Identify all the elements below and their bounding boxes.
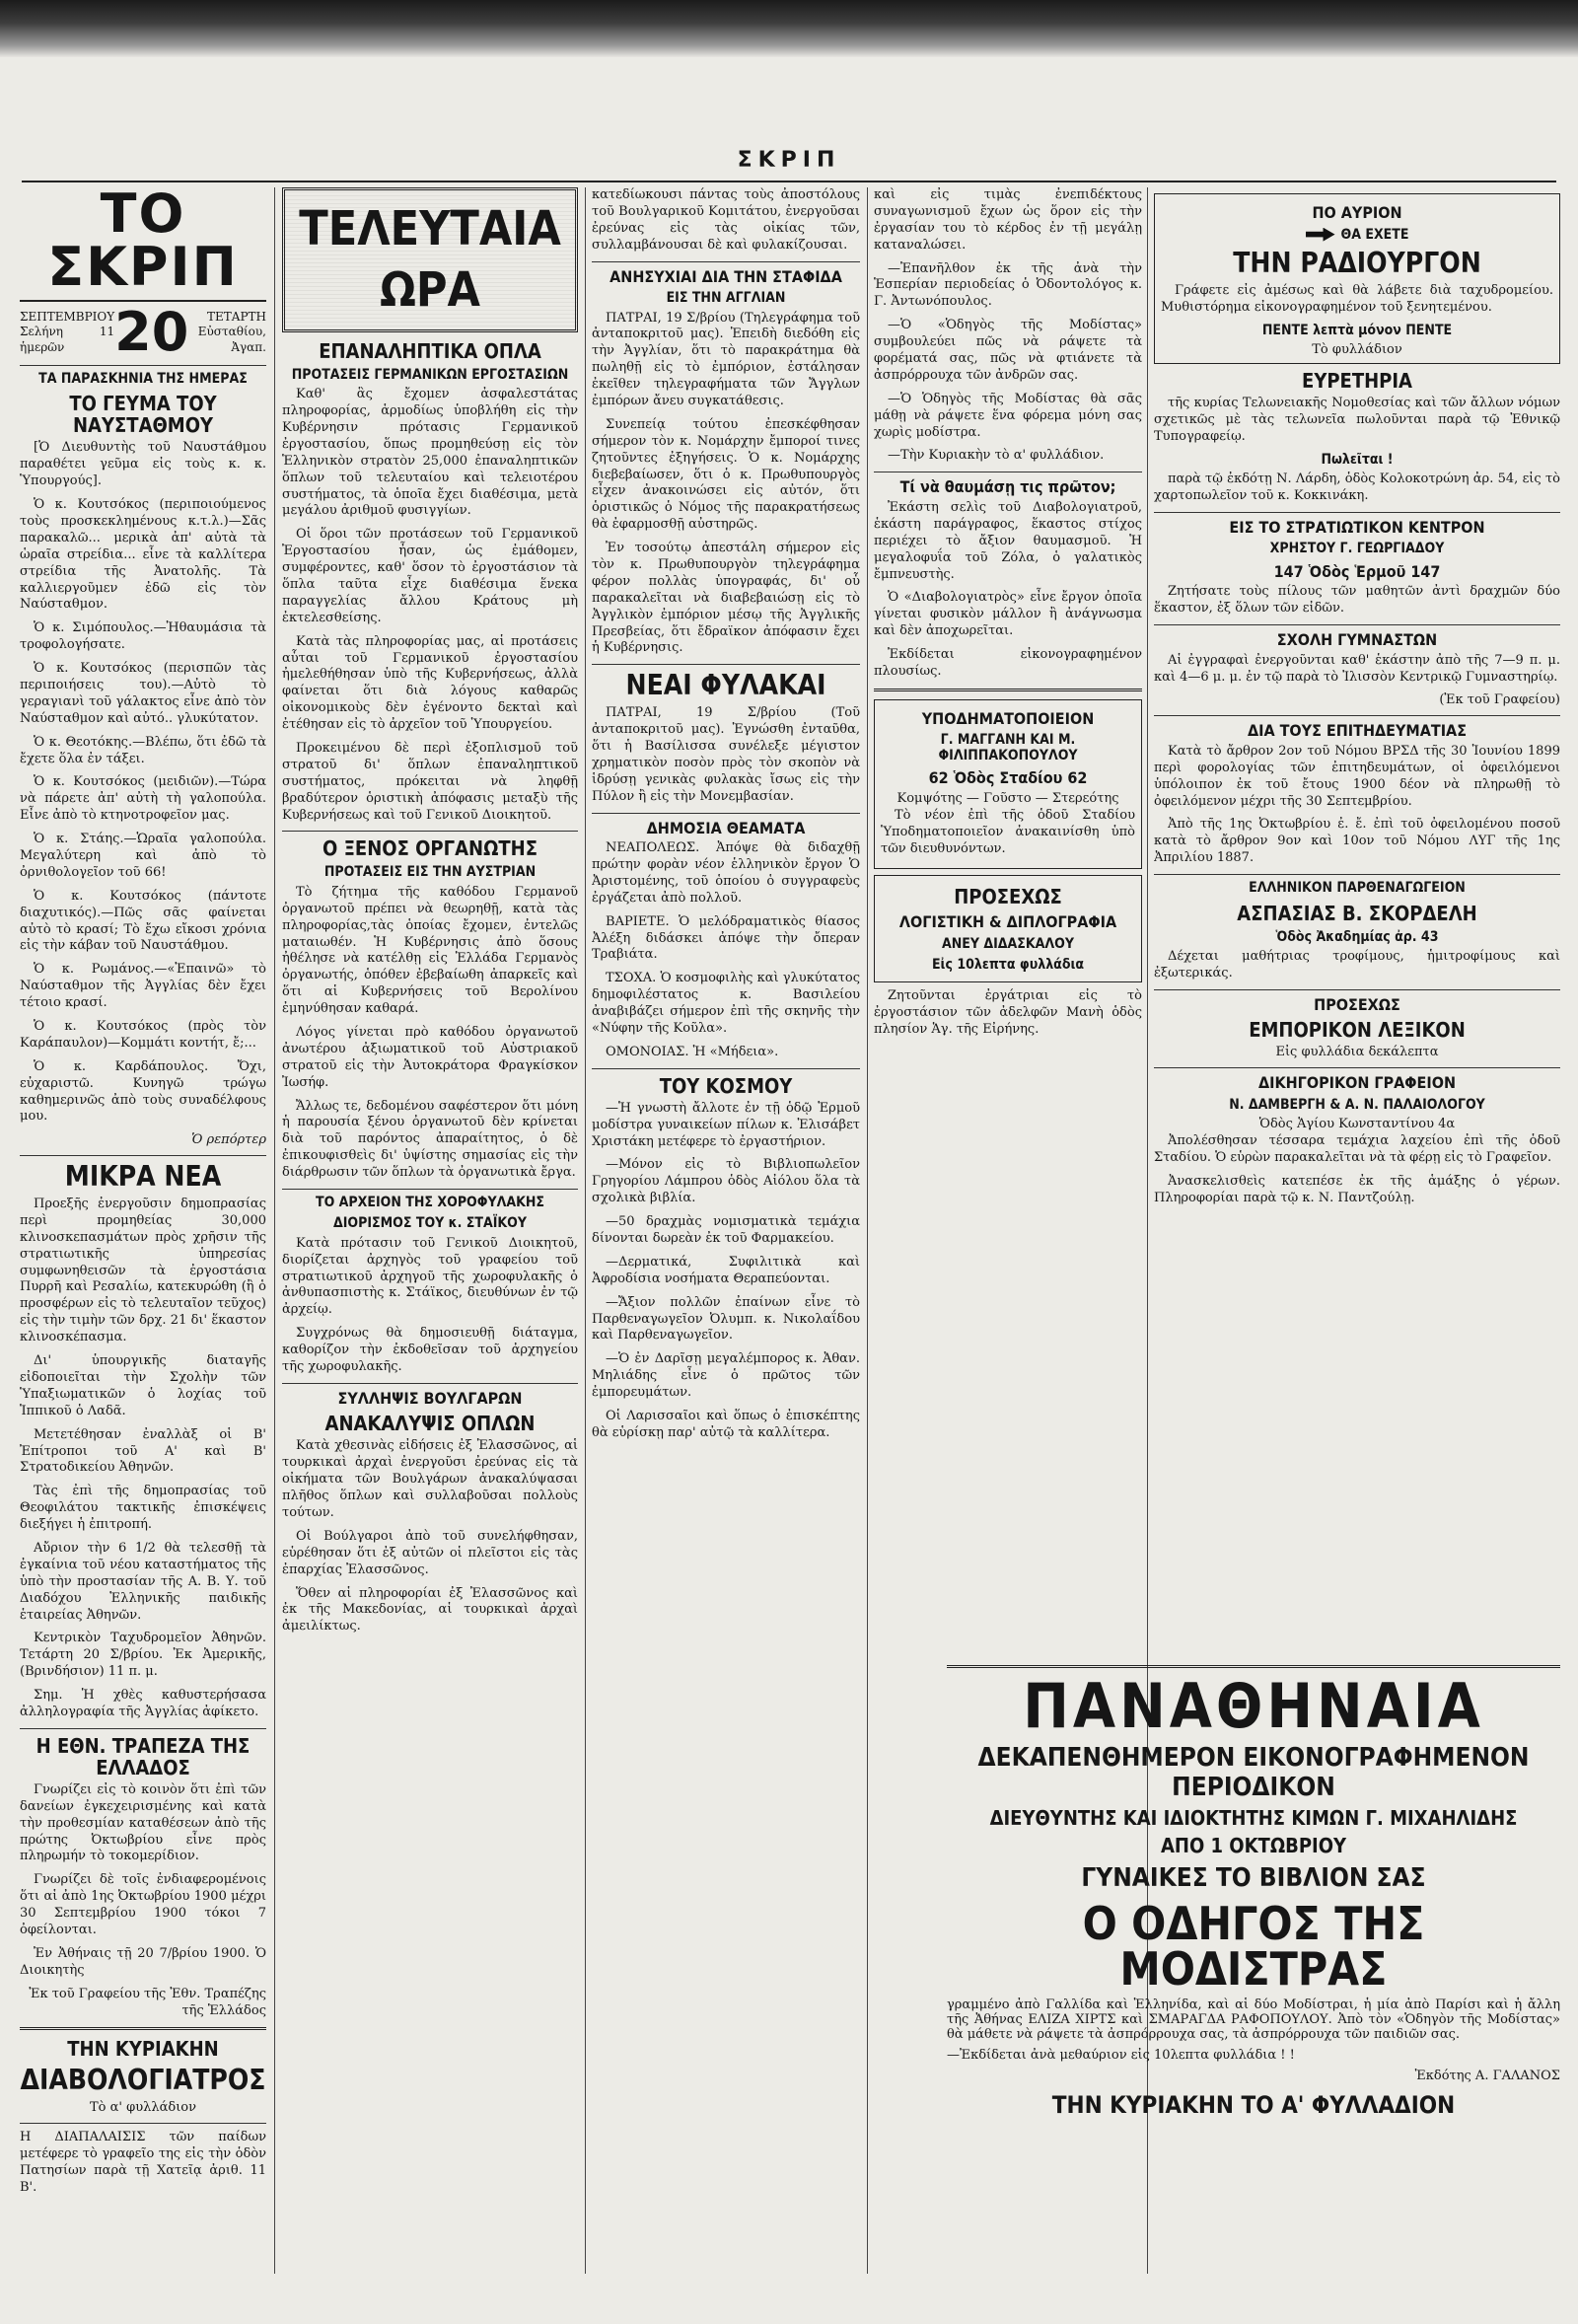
section-heading: ΜΙΚΡΑ ΝΕΑ bbox=[64, 1160, 222, 1194]
section-heading: ΔΗΜΟΣΙΑ ΘΕΑΜΑΤΑ bbox=[646, 818, 806, 837]
article-heading: ΝΕΑΙ ΦΥΛΑΚΑΙ bbox=[625, 669, 826, 702]
paragraph: Τὸ νέον ἐπὶ τῆς ὁδοῦ Σταδίου Ὑποδηματοποιεῖον ἀνακαινίσθη ὑπὸ τῶν διευθυνόντων. bbox=[881, 807, 1135, 856]
shoe-shop-ad bbox=[874, 699, 1142, 870]
column-rule bbox=[867, 187, 868, 2274]
ad-heading: ΠΡΟΣΕΧΩΣ bbox=[954, 885, 1062, 909]
section-heading: ΤΟΥ ΚΟΣΜΟΥ bbox=[659, 1073, 793, 1098]
divider bbox=[947, 1665, 1560, 1668]
ad-title: ΤΗΝ ΡΑΔΙΟΥΡΓΟΝ bbox=[1233, 246, 1481, 279]
divider bbox=[1154, 715, 1560, 716]
paragraph: Κατὰ πρότασιν τοῦ Γενικοῦ Διοικητοῦ, διορίζεται ἀρχηγὸς τοῦ γραφείου τοῦ στρατιωτικοῦ ἀρχηγοῦ τῆς χωροφυλακῆς ὁ ἀνθυπασπιστὴς κ. Στάϊκος, διευθύνων ἐν τῷ ἀρχείῳ. bbox=[282, 1235, 578, 1318]
ad-heading: ΔΙΚΗΓΟΡΙΚΟΝ ΓΡΑΦΕΙΟΝ bbox=[1257, 1073, 1456, 1093]
last-hour-banner: ΤΕΛΕΥΤΑΙΑ ΩΡΑ bbox=[282, 187, 578, 332]
paragraph: Ὁ κ. Θεοτόκης.—Βλέπω, ὅτι ἐδῶ τὰ ἔχετε ὅλα ἐν τάξει. bbox=[20, 734, 266, 766]
ad-title: ΕΜΠΟΡΙΚΟΝ ΛΕΞΙΚΟΝ bbox=[1249, 1018, 1466, 1043]
paragraph: Ζητήσατε τοὺς πίλους τῶν μαθητῶν ἀντὶ δραχμῶν δύο ἕκαστον, ἐξ ὅλων τῶν εἰδῶν. bbox=[1154, 584, 1560, 617]
ad-address: 147 Ὁδὸς Ἑρμοῦ 147 bbox=[1273, 561, 1441, 581]
date-saint: Εὐσταθίου, Ἀγαπ. bbox=[197, 325, 266, 354]
paragraph: Καθ' ἃς ἔχομεν ἀσφαλεστάτας πληροφορίας, ἁρμοδίως ὑποβλήθη εἰς τὴν Κυβέρνησιν πρότασις Γερμανικοῦ ἐργοστασίου, ὅπως προμηθεύσῃ εἰς τὸν Ἑλληνικὸν στρατὸν 25,000 ἐπαναληπτικῶν ὅπλων τοῦ τελευταίου καὶ τελειοτέρου συστήματος, τὰ ὁποῖα ἔχει διαθέσιμα, μετὰ μεγάλου ἀριθμοῦ φυσιγγίων. bbox=[282, 387, 578, 519]
paragraph: Ὁ κ. Στάης.—Ὡραῖα γαλοπούλα. Μεγαλύτερη καὶ ἀπὸ τὸ ὀρνιθολογεῖον τοῦ 66! bbox=[20, 832, 266, 880]
paragraph: Κατὰ τὰς πληροφορίας μας, αἱ προτάσεις αὗται τοῦ Γερμανικοῦ ἐργοστασίου ἠμελεθήθησαν ὑπὸ τῆς Κυβερνήσεως, ἀλλὰ φαίνεται ὅτι διὰ λόγους καθαρῶς οἰκονομικοὺς δὲν ἐγένοντο δεκταὶ καὶ ἐτέθησαν εἰς τὸ ἀρχεῖον τοῦ Ὑπουργείου. bbox=[282, 633, 578, 733]
column-3 bbox=[592, 187, 860, 2274]
ad-date: ΑΠΟ 1 ΟΚΤΩΒΡΙΟΥ bbox=[1160, 1834, 1347, 1857]
divider bbox=[20, 2123, 266, 2124]
paragraph: Κατὰ χθεσινὰς εἰδήσεις ἐξ Ἐλασσῶνος, αἱ τουρκικαὶ ἀρχαὶ ἐνεργοῦσι ἐρεύνας εἰς τὰ οἰκήματα τῶν Βουλγάρων ἀνακαλύψασαι πλῆθος ὅπλων καὶ συλλαβοῦσαι πολλοὺς τούτων. bbox=[282, 1438, 578, 1521]
paragraph: καὶ εἰς τιμὰς ἐνεπιδέκτους συναγωνισμοῦ ἔχων ὡς ὅρον εἰς τὴν ἐργασίαν του τὸ κέρδος ἐν τῇ μεγάλῃ καταναλώσει. bbox=[874, 187, 1142, 253]
paragraph: Ἀπὸ τῆς 1ης Ὀκτωβρίου ἐ. ἔ. ἐπὶ τοῦ ὀφειλομένου ποσοῦ κατὰ τὸ ἄρθρον 9ον καὶ 10ον τοῦ Νόμου ΛΥΓ τῆς 1ης Ἀπριλίου 1887. bbox=[1154, 817, 1560, 866]
paragraph: Γνωρίζει εἰς τὸ κοινὸν ὅτι ἐπὶ τῶν δανείων ἐγκεχειρισμένης καὶ κατὰ τὴν προθεσμίαν καταθέσεων ἀπὸ τῆς πρώτης Ὀκτωβρίου εἶνε πρὸς πληρωμήν τὸ τοκομερίδιον. bbox=[20, 1781, 266, 1864]
paragraph: παρὰ τῷ ἐκδότῃ Ν. Λάρδη, ὁδὸς Κολοκοτρώνη ἀρ. 54, εἰς τὸ χαρτοπωλεῖον τοῦ κ. Κοκκινάκη. bbox=[1154, 471, 1560, 503]
paragraph: Κατὰ τὸ ἄρθρον 2ον τοῦ Νόμου ΒΡΣΔ τῆς 30 Ἰουνίου 1899 περὶ φορολογίας τῶν ἐπιτηδευμάτων, οἱ ὀφειλόμενοι ὑπόλοιπον ἐκ τοῦ ἔτους 1900 δέον νὰ πληρωθῇ τὸ ὀφειλόμενον μέχρι τῆς 30 Σεπτεμβρίου. bbox=[1154, 743, 1560, 809]
ad-subtitle: ΑΝΕΥ ΔΙΔΑΣΚΑΛΟΥ bbox=[941, 935, 1074, 952]
article-heading: ΑΝΗΣΥΧΙΑΙ ΔΙΑ ΤΗΝ ΣΤΑΦΙΔΑ bbox=[610, 266, 842, 286]
paragraph: ΒΑΡΙΕΤΕ. Ὁ μελόδραματικὸς θίασος Ἀλέξη διδάσκει ἀπόψε τὴν ὄπεραν Τραβιάτα. bbox=[592, 913, 860, 963]
divider bbox=[20, 2027, 266, 2030]
paragraph: Ζητοῦνται ἐργάτριαι εἰς τὸ ἐργοστάσιον τῶν ἀδελφῶν Μανὴ ὁδὸς πλησίον Ἁγ. τῆς Εἰρήνης. bbox=[874, 987, 1142, 1037]
paragraph: τῆς κυρίας Τελωνειακῆς Νομοθεσίας καὶ τῶν ἄλλων νόμων σχετικῶς μὲ τὰς τελωνεῖα πωλοῦνται παρὰ τῷ Ἐθνικῷ Τυπογραφείῳ. bbox=[1154, 395, 1560, 444]
paragraph: Ὅθεν αἱ πληροφορίαι ἐξ Ἐλασσῶνος καὶ ἐκ τῆς Μακεδονίας, αἱ τουρκικαὶ ἀρχαὶ ἀμειλίκτως. bbox=[282, 1585, 578, 1634]
ad-address: Ὁδὸς Ἀκαδημίας ἀρ. 43 bbox=[1275, 928, 1439, 945]
byline: Ὁ ρεπόρτερ bbox=[191, 1132, 266, 1148]
date-month: ΣΕΠΤΕΜΒΡΙΟΥ bbox=[20, 309, 115, 324]
paragraph: κατεδίωκουσι πάντας τοὺς ἀποστόλους τοῦ Βουλγαρικοῦ Κομιτάτου, ἐνεργοῦσαι ἐρεύνας εἰς τὰς οἰκίας τῶν, συλλαμβάνουσαι δὲ καὶ φυλακίζουσαι. bbox=[592, 187, 860, 253]
divider bbox=[1154, 512, 1560, 513]
article-heading: ΣΥΛΛΗΨΙΣ ΒΟΥΛΓΑΡΩΝ bbox=[337, 1388, 523, 1408]
panathinaia-ad bbox=[947, 1657, 1560, 2269]
paragraph: γραμμένο ἀπὸ Γαλλίδα καὶ Ἑλληνίδα, καὶ αἱ δύο Μοδίστραι, ἡ μία ἀπὸ Παρίσι καὶ ἡ ἄλλη τῆς Ἀθήνας ΕΛΙΖΑ ΧΙΡΤΣ καὶ ΣΜΑΡΑΓΔΑ ΡΑΦΟΠΟΥΛΟΥ. Ἀπὸ τὸν «Ὁδηγὸν τῆς Μοδίστας» θὰ μάθετε νὰ ράψετε τὰ ἀσπρόρρουχα σας, τὰ ἀσπρόρρουχα τῶν παιδιῶν σας. bbox=[947, 1997, 1560, 2042]
divider bbox=[1154, 1067, 1560, 1068]
ad-name: Ν. ΔΑΜΒΕΡΓΗ & Α. Ν. ΠΑΛΑΙΟΛΟΓΟΥ bbox=[1229, 1096, 1485, 1113]
news-item: —Τὴν Κυριακὴν τὸ α' φυλλάδιον. bbox=[888, 448, 1105, 464]
paragraph: Ἐκάστη σελὶς τοῦ Διαβολογιατροῦ, ἑκάστη παράγραφος, ἕκαστος στίχος περιέχει τὸ ἄξιον θαυμασμοῦ. Ἡ μεγαλοφυΐα τοῦ Ζόλα, ὁ γαλατικὸς ἔμπνευστὴς. bbox=[874, 499, 1142, 582]
news-item: Τὰς ἐπὶ τῆς δημοπρασίας τοῦ Θεοφιλάτου τακτικῆς ἐπισκέψεις διεξήγει ἡ ἐπιτροπή. bbox=[20, 1484, 266, 1533]
news-item: Προεξῆς ἐνεργοῦσιν δημοπρασίας περὶ προμηθείας 30,000 κλινοσκεπασμάτων πρὸς χρῆσιν τῆς στρατιωτικῆς ὑπηρεσίας συμφωνηθεισῶν τὰ ἐργοστάσια Πυρρῆ καὶ Ρεσαλίω, κατεκυρώθη (ἢ ὁ προσφέρων εἰς τὸ τελευταῖον τεῦχος) εἰς τὴν τιμὴν τῶν δρχ. 21 δι' ἕκαστον κλινοσκέπασμα. bbox=[20, 1197, 266, 1345]
divider bbox=[874, 689, 1142, 691]
divider bbox=[592, 1068, 860, 1069]
divider bbox=[20, 1155, 266, 1156]
divider bbox=[592, 261, 860, 262]
ad-title: Ο ΟΔΗΓΟΣ ΤΗΣ ΜΟΔΙΣΤΡΑΣ bbox=[1082, 1897, 1425, 1996]
paragraph: Ὁ κ. Κουτσόκος (μειδιῶν).—Τώρα νὰ πάρετε ἀπ' αὐτὴ τὴ γαλοπούλα. Εἶνε ἀπὸ τὸ κτηνοτροφεῖον μας. bbox=[20, 774, 266, 824]
paragraph: Ἐκδίδεται εἰκονογραφημένον πλουσίως. bbox=[874, 647, 1142, 679]
paragraph: ΝΕΑΠΟΛΕΩΣ. Ἀπόψε θὰ διδαχθῇ πρώτην φορὰν νέον ἑλληνικὸν ἔργον Ὁ Ἀριστομένης, τοῦ ὁποίου ὁ συγγραφεὺς ἐργάζεται ἀπὸ πολλοῦ. bbox=[592, 840, 860, 906]
paragraph: Ὁ κ. Σιμόπουλος.—Ἠθαυμάσια τὰ τροφολογήσατε. bbox=[20, 620, 266, 653]
scan-edge bbox=[0, 0, 1578, 57]
ad-heading: ΠΟ ΑΥΡΙΟΝ bbox=[1312, 203, 1402, 222]
divider bbox=[282, 831, 578, 832]
ad-heading: ΓΥΝΑΙΚΕΣ ΤΟ ΒΙΒΛΙΟΝ ΣΑΣ bbox=[1081, 1863, 1426, 1893]
paragraph: Γνωρίζει δὲ τοῖς ἐνδιαφερομένοις ὅτι αἱ ἀπὸ 1ης Ὀκτωβρίου 1900 μέχρι 30 Σεπτεμβρίου 1900 τόκοι 7 ὀφείλονται. bbox=[20, 1872, 266, 1937]
ad-title: ΠΑΝΑΘΗΝΑΙΑ bbox=[1023, 1670, 1484, 1742]
pointing-hand-icon bbox=[1306, 228, 1335, 242]
divider bbox=[592, 813, 860, 814]
news-item: Οἱ Λαρισσαῖοι καὶ ὅπως ὁ ἐπισκέπτης θὰ εὑρίσκῃ παρ' αὐτῷ τὰ καλλίτερα. bbox=[592, 1409, 860, 1440]
paragraph: Αἱ ἐγγραφαὶ ἐνεργοῦνται καθ' ἑκάστην ἀπὸ τῆς 7—9 π. μ. καὶ 4—6 μ. μ. ἐν τῷ παρὰ τὸ Ἰλισσὸν Κεντρικῷ Γυμναστηρίῳ. bbox=[1154, 652, 1560, 685]
paragraph: Ἄλλως τε, δεδομένου σαφέστερον ὅτι μόνη ἡ παρουσία ξένου ὀργανωτοῦ δὲν κρίνεται διὰ τοῦ παρόντος ἀπαραίτητος, ὁ δὲ ἐπικουφισθεὶς δι' ὑψίστης σημασίας εἰς τὴν διάρθρωσιν τῶν ὅπλων τὰ ὀργανωτικὰ ἔργα. bbox=[282, 1098, 578, 1181]
paragraph: Ὁ «Διαβολογιατρὸς» εἶνε ἔργον ὀποῖα γίνεται φυσικὸν μάλλον ἢ ἀνάγνωσμα καὶ δὲν ἀποχωρεῖται. bbox=[874, 590, 1142, 639]
news-item: —Ὁ ἐν Δαρῖσῃ μεγαλέμπορος κ. Ἀθαν. Μηλιάδης εἶνε ὁ πρῶτος τῶν ἐμπορευμάτων. bbox=[592, 1351, 860, 1401]
paragraph: Ἐν τοσούτῳ ἀπεστάλη σήμερον εἰς τὸν κ. Πρωθυπουργὸν τηλεγράφημα φέρον πολλὰς ὑπογραφάς, δι' οὗ παρακαλεῖται νὰ διαβεβαιώσῃ εἰς τὸ Ἀγγλικὸν ἐμπόριον μέσῳ τῆς Ἀγγλικῆς Πρεσβείας, ὅτι ἔδραϊκον ἀπόφασιν ἔχει ἡ Κυβέρνησις. bbox=[592, 541, 860, 656]
news-item: —Ἐπανῆλθον ἐκ τῆς ἀνὰ τὴν Ἑσπερίαν περιοδείας ὁ Ὀδοντολόγος κ. Γ. Ἀντωνόπουλος. bbox=[874, 260, 1142, 310]
ad-title: ΛΟΓΙΣΤΙΚΗ & ΔΙΠΛΟΓΡΑΦΙΑ bbox=[898, 912, 1117, 932]
paragraph: Οἱ ὅροι τῶν προτάσεων τοῦ Γερμανικοῦ Ἐργοστασίου ἦσαν, ὡς ἐμάθομεν, συμφέροντες, καθ' ὅσον τὸ ἐργοστάσιον τὰ ὅπλα ταῦτα εἶχε διαθέσιμα ἕνεκα παραγγελίας ἄλλου Κράτους μὴ ἐκτελεσθείσης. bbox=[282, 527, 578, 625]
paragraph: Λόγος γίνεται πρὸ καθόδου ὀργανωτοῦ ἀνωτέρου ἀξιωματικοῦ τοῦ Αὐστριακοῦ στρατοῦ εἰς τὴν Ἀυτοκράτορα Φραγκίσκον Ἰωσήφ. bbox=[282, 1024, 578, 1090]
paragraph: ΟΜΟΝΟΙΑΣ. Ἡ «Μήδεια». bbox=[606, 1044, 779, 1059]
column-2 bbox=[282, 187, 578, 2274]
paragraph: Προκειμένου δὲ περὶ ἐξοπλισμοῦ τοῦ στρατοῦ δι' ὅπλων ἐπαναληπτικοῦ συστήματος, πρόκειται νὰ ληφθῇ βραδύτερον ὁριστικὴ ἀπόφασις μεταξὺ τῆς Κυβερνήσεως καὶ τοῦ Γενικοῦ Διοικητοῦ. bbox=[282, 740, 578, 823]
news-item: Δι' ὑπουργικῆς διαταγῆς εἰδοποιεῖται τὴν Σχολὴν τῶν Ὑπαξιωματικῶν ὁ λοχίας τοῦ Ἱππικοῦ ὁ Λαδᾶ. bbox=[20, 1353, 266, 1418]
paragraph: Ὁ κ. Καρδάπουλος. Ὄχι, εὐχαριστῶ. Κυνηγῶ τρώγω καθημερινῶς ἀπὸ τοὺς συναδέλφους μου. bbox=[20, 1058, 266, 1125]
ad-footnote: Τὸ φυλλάδιον bbox=[1312, 341, 1402, 357]
ad-name: ΧΡΗΣΤΟΥ Γ. ΓΕΩΡΓΙΑΔΟΥ bbox=[1269, 541, 1445, 557]
date-moon: Σελήνη 11 ἡμερῶν bbox=[20, 325, 115, 354]
ad-subtitle: Τὸ α' φυλλάδιον bbox=[89, 2100, 197, 2116]
paragraph: Ὁ κ. Κουτσόκος (περιποιούμενος τοὺς προσκεκλημένους κ.τ.λ.)—Σᾶς παρακαλῶ... μερικὰ ἀπ' αὐτὰ τὰ ὡραῖα στρείδια... εἶνε τὰ καλλίτερα στρείδια τῆς Ἀνατολῆς. Τὰ καλλιεργοῦμεν ἐδῶ εἰς τὸν Ναύσταθμον. bbox=[20, 497, 266, 613]
ad-tagline: Κομψότης — Γοῦστο — Στερεότης bbox=[897, 790, 1119, 806]
news-item: —Ἄξιον πολλῶν ἐπαίνων εἶνε τὸ Παρθεναγωγεῖον Ὀλυμπ. κ. Νικολαΐδου καὶ Παρθεναγωγεῖον. bbox=[592, 1294, 860, 1344]
ad-heading: ΥΠΟΔΗΜΑΤΟΠΟΙΕΙΟΝ bbox=[921, 708, 1095, 728]
divider bbox=[20, 1728, 266, 1729]
ad-heading: ΣΧΟΛΗ ΓΥΜΝΑΣΤΩΝ bbox=[1276, 630, 1438, 650]
ad-address: 62 Ὁδὸς Σταδίου 62 bbox=[928, 768, 1088, 788]
ad-subtitle: ΔΕΚΑΠΕΝΘΗΜΕΡΟΝ ΕΙΚΟΝΟΓΡΑΦΗΜΕΝΟΝ ΠΕΡΙΟΔΙΚΟΝ bbox=[977, 1743, 1530, 1802]
paragraph: Ἐν Ἀθήναις τῇ 20 7/βρίου 1900. Ὁ Διοικητὴς bbox=[20, 1945, 266, 1978]
ad-heading: ΕΛΛΗΝΙΚΟΝ ΠΑΡΘΕΝΑΓΩΓΕΙΟΝ bbox=[1249, 880, 1466, 897]
news-item: Μετετέθησαν ἐναλλὰξ οἱ Β' Ἐπίτροποι τοῦ Α' καὶ Β' Στρατοδικείου Ἀθηνῶν. bbox=[20, 1426, 266, 1476]
news-item: Σημ. Ἡ χθὲς καθυστερήσασα ἀλληλογραφία τῆς Ἀγγλίας ἀφίκετο. bbox=[20, 1688, 266, 1719]
column-rule bbox=[274, 187, 275, 2274]
column-rule bbox=[585, 187, 586, 2274]
paragraph: Ὁ κ. Ρωμάνος.—«Ἐπαινῶ» τὸ Ναύσταθμον τῆς Ἀγγλίας δὲν ἔχει τέτοιο κρασί. bbox=[20, 962, 266, 1011]
running-head: ΣΚΡΙΠ bbox=[737, 148, 841, 173]
paragraph: [Ὁ Διευθυντὴς τοῦ Ναυστάθμου παραθέτει γεῦμα εἰς τοὺς κ. κ. Ὑπουργούς]. bbox=[20, 440, 266, 489]
top-rule bbox=[22, 181, 1556, 182]
paragraph: Η ΔΙΑΠΑΛΑΙΣΙΣ τῶν παίδων μετέφερε τὸ γραφεῖο της εἰς τὴν ὁδὸν Πατησίων παρὰ τῇ Χατεῖᾳ ἀριθ. 11 Β'. bbox=[20, 2130, 266, 2195]
news-item: —Δερματικά, Συφιλιτικὰ καὶ Ἀφροδίσια νοσήματα Θεραπεύονται. bbox=[592, 1254, 860, 1286]
paragraph: Ἀπολέσθησαν τέσσαρα τεμάχια λαχείου ἐπὶ τῆς ὁδοῦ Σταδίου. Ὁ εὑρὼν παρακαλεῖται νὰ τὰ φέρῃ εἰς τὸ Γραφεῖον. bbox=[1154, 1133, 1560, 1165]
article-heading: Τί νὰ θαυμάσῃ τις πρῶτον; bbox=[899, 477, 1116, 497]
article-heading: ΕΠΑΝΑΛΗΠΤΙΚΑ ΟΠΛΑ bbox=[319, 338, 541, 363]
paragraph: Ὁ κ. Κουτσόκος (περισπῶν τὰς περιποιήσεις του).—Αὐτὸ τὸ γεραγιανὶ τοῦ γάλακτος εἶνε ἀπὸ τὸν Ναύσταθμον καὶ αὐτό.. γλυκύτατον. bbox=[20, 661, 266, 726]
ad-signature: Ἐκδότης Α. ΓΑΛΑΝΟΣ bbox=[1414, 2069, 1560, 2083]
ad-heading: ΠΡΟΣΕΧΩΣ bbox=[1314, 994, 1400, 1014]
ad-heading: ΤΗΝ ΚΥΡΙΑΚΗΝ bbox=[67, 2037, 219, 2062]
novel-ad bbox=[1154, 193, 1560, 364]
divider bbox=[592, 664, 860, 665]
ad-subheading: ΘΑ ΕΧΕΤΕ bbox=[1161, 228, 1553, 243]
paragraph: Γράφετε εἰς ἀμέσως καὶ θὰ λάβετε διὰ ταχυδρομείου. Μυθιστόρημα εἰκονογραφημένον τοῦ ξενητεμένου. bbox=[1161, 282, 1553, 315]
ad-subheading: Πωλεῖται ! bbox=[1321, 451, 1394, 468]
ad-title: ΔΙΑΒΟΛΟΓΙΑΤΡΟΣ bbox=[20, 2064, 266, 2097]
section-kicker: ΤΑ ΠΑΡΑΣΚΗΝΙΑ ΤΗΣ ΗΜΕΡΑΣ bbox=[38, 371, 248, 387]
dateline bbox=[20, 301, 266, 363]
ad-subtitle: Εἰς 10λεπτα φυλλάδια bbox=[931, 957, 1085, 974]
ad-price: ΠΕΝΤΕ λεπτὰ μόνον ΠΕΝΤΕ bbox=[1261, 322, 1453, 338]
date-weekday: ΤΕΤΑΡΤΗ bbox=[207, 309, 266, 324]
divider bbox=[20, 365, 266, 366]
article-subheading: ΠΡΟΤΑΣΕΙΣ ΓΕΡΜΑΝΙΚΩΝ ΕΡΓΟΣΤΑΣΙΩΝ bbox=[291, 366, 569, 383]
ad-subtitle: Εἰς φυλλάδια δεκάλεπτα bbox=[1275, 1045, 1439, 1060]
divider bbox=[1154, 989, 1560, 990]
paragraph: Συγχρόνως θὰ δημοσιευθῇ διάταγμα, καθορίζον τὴν ἐκδοθεῖσαν τοῦ ἀρχηγείου τῆς χωροφυλακῆς. bbox=[282, 1326, 578, 1374]
notice-signature: Ἐκ τοῦ Γραφείου τῆς Ἐθν. Τραπέζης τῆς Ἑλλάδος bbox=[29, 1986, 266, 2018]
paragraph: Οἱ Βούλγαροι ἀπὸ τοῦ συνελήφθησαν, εὑρέθησαν ὅτι ἐξ αὐτῶν οἱ πλεῖστοι εἰς τὰς ἐπαρχίας Ἐλασσῶνος. bbox=[282, 1528, 578, 1577]
ad-heading: ΔΙΑ ΤΟΥΣ ΕΠΙΤΗΔΕΥΜΑΤΙΑΣ bbox=[1247, 721, 1468, 741]
news-item: —Μόνον εἰς τὸ Βιβλιοπωλεῖον Γρηγορίου Λάμπρου ὁδὸς Αἰόλου ὅλα τὰ σχολικὰ βιβλία. bbox=[592, 1157, 860, 1206]
article-heading: ΤΟ ΑΡΧΕΙΟΝ ΤΗΣ ΧΟΡΟΦΥΛΑΚΗΣ bbox=[316, 1194, 544, 1210]
news-item: —Ἡ γνωστὴ ἄλλοτε ἐν τῇ ὁδῷ Ἑρμοῦ μοδίστρα γυναικείων πίλων κ. Ἐλισάβετ Χριστάκη μετέφερε τὸ ἐργαστήριον. bbox=[592, 1100, 860, 1149]
divider bbox=[282, 1383, 578, 1384]
divider bbox=[1154, 874, 1560, 875]
paragraph: Ὁ κ. Κουτσόκος (πάντοτε διαχυτικός).—Πῶς σᾶς φαίνεται αὐτὸ τὸ κρασί; Τὸ ἔχω εἴκοσι χρόνια εἰς τὴν κάβαν τοῦ Ναυστάθμου. bbox=[20, 888, 266, 954]
notice-signature: (Ἐκ τοῦ Γραφείου) bbox=[1439, 692, 1560, 708]
paragraph: Ἀνασκελισθεὶς κατεπέσε ἐκ τῆς ἁμάξης ὁ γέρων. Πληροφορίαι παρὰ τῷ κ. Ν. Παντζούλῃ. bbox=[1154, 1173, 1560, 1205]
paragraph: ΤΣΟΧΑ. Ὁ κοσμοφιλὴς καὶ γλυκύτατος δημοφιλέστατος κ. Βασιλείου ἀναβιβάζει σήμερον ἐπὶ τῆς σκηνῆς τὴν «Νύφην τῆς Κοῦλα». bbox=[592, 971, 860, 1036]
news-item: —Ὁ «Ὁδηγὸς τῆς Μοδίστας» συμβουλεύει πῶς νὰ ράψετε τὰ φορέματά σας, πῶς νὰ φτιάνετε τὰ ἀσπρόρρουχα τῶν ἀνδρῶν σας. bbox=[874, 318, 1142, 383]
paragraph: Τὸ ζήτημα τῆς καθόδου Γερμανοῦ ὀργανωτοῦ πρέπει νὰ θεωρηθῇ, κατὰ τὰς πληροφορίας,τὰς ὁποίας ἔχομεν, ἐντελῶς ματαιωθέν. Ἡ Κυβέρνησις ἀπὸ ὅσους ἠθέλησε νὰ κατέλθῃ εἰς Ἑλλάδα Γερμανὸς ὀργανωτής, ὁπόθεν ἐβεβαίωθη ἀπαρκεῖς καὶ ὅτι αἱ Κυβερνήσεις τοῦ Βερολίνου ἐμηνύθησαν καθαρά. bbox=[282, 884, 578, 1017]
news-item: —50 δραχμὰς νομισματικὰ τεμάχια δίνονται δωρεὰν ἐκ τοῦ Φαρμακείου. bbox=[592, 1214, 860, 1247]
paragraph: Συνεπείᾳ τούτου ἐπεσκέφθησαν σήμερον τὸν κ. Νομάρχην ἔμποροί τινες ζητοῦντες ἐξηγήσεις. Ὁ κ. Νομάρχης διεβεβαίωσεν, ὅτι ὁ κ. Πρωθυπουργὸς εἶχεν ἀνακοινώσει εἰς αὐτόν, ὅτι ὁριστικῶς ὁ Νόμος τῆς παρακρατήσεως θὰ ἐφαρμοσθῇ αὐστηρῶς. bbox=[592, 416, 860, 533]
ad-name: Γ. ΜΑΓΓΑΝΗ ΚΑΙ Μ. ΦΙΛΙΠΠΑΚΟΠΟΥΛΟΥ bbox=[938, 732, 1078, 763]
ad-heading: ΕΥΡΕΤΗΡΙΑ bbox=[1302, 368, 1412, 393]
paragraph: —Ἐκδίδεται ἀνὰ μεθαύριον εἰς 10λεπτα φυλλάδια ! ! bbox=[947, 2048, 1295, 2063]
ad-heading: ΕΙΣ ΤΟ ΣΤΡΑΤΙΩΤΙΚΟΝ ΚΕΝΤΡΟΝ bbox=[1229, 517, 1485, 537]
news-item: Κεντρικὸν Ταχυδρομεῖον Ἀθηνῶν. Τετάρτη 20 Σ/βρίου. Ἐκ Ἀμερικῆς, (Βρινδήσιον) 11 π. μ. bbox=[20, 1631, 266, 1680]
article-subheading: ΑΝΑΚΑΛΥΨΙΣ ΟΠΛΩΝ bbox=[324, 1412, 536, 1436]
article-subheading: ΠΡΟΤΑΣΕΙΣ ΕΙΣ ΤΗΝ ΑΥΣΤΡΙΑΝ bbox=[323, 864, 537, 881]
paragraph: Δέχεται μαθήτριας τροφίμους, ἡμιτροφίμους καὶ ἐξωτερικάς. bbox=[1154, 948, 1560, 980]
article-heading: ΤΟ ΓΕΥΜΑ ΤΟΥ ΝΑΥΣΤΑΘΜΟΥ bbox=[69, 392, 217, 438]
divider bbox=[282, 1189, 578, 1190]
date-day: 20 bbox=[114, 301, 189, 363]
column-1 bbox=[20, 187, 266, 2274]
accounting-ad bbox=[874, 875, 1142, 981]
ad-address: Ὁδὸς Ἁγίου Κωνσταντίνου 4α bbox=[1258, 1117, 1456, 1132]
ad-name: ΑΣΠΑΣΙΑΣ Β. ΣΚΟΡΔΕΛΗ bbox=[1237, 901, 1477, 925]
article-subheading: ΕΙΣ ΤΗΝ ΑΓΓΛΙΑΝ bbox=[666, 290, 786, 307]
notice-heading: Η ΕΘΝ. ΤΡΑΠΕΖΑ ΤΗΣ ΕΛΛΑΔΟΣ bbox=[36, 1733, 251, 1779]
divider bbox=[1154, 624, 1560, 625]
masthead: ΤΟ ΣΚΡΙΠ bbox=[20, 187, 266, 302]
paragraph: ΠΑΤΡΑΙ, 19 Σ/βρίου (Τοῦ ἀνταποκριτοῦ μας). Ἐγνώσθη ἐνταῦθα, ὅτι ἡ Βασίλισσα συνέλεξε μέγιστον χρηματικὸν ποσὸν πρὸς τὸν σκοπὸν νὰ ἱδρύσῃ γενικὰς φυλακὰς ἴσως εἰς τὴν Πύλον ἢ εἰς τὴν Μονεμβασίαν. bbox=[592, 705, 860, 804]
article-heading: Ο ΞΕΝΟΣ ΟΡΓΑΝΩΤΗΣ bbox=[323, 836, 538, 861]
ad-publisher: ΔΙΕΥΘΥΝΤΗΣ ΚΑΙ ΙΔΙΟΚΤΗΤΗΣ ΚΙΜΩΝ Γ. ΜΙΧΑΗΛΙΔΗΣ bbox=[989, 1806, 1518, 1830]
article-subheading: ΔΙΟΡΙΣΜΟΣ ΤΟΥ κ. ΣΤΑΪΚΟΥ bbox=[332, 1215, 527, 1232]
ad-footer: ΤΗΝ ΚΥΡΙΑΚΗΝ ΤΟ Α' ΦΥΛΛΑΔΙΟΝ bbox=[1051, 2091, 1456, 2119]
paragraph: ΠΑΤΡΑΙ, 19 Σ/βρίου (Τηλεγράφημα τοῦ ἀνταποκριτοῦ μας). Ἐπειδὴ διεδόθη εἰς τὴν Ἀγγλίαν, ὅτι τὸ παρακράτημα θὰ πωληθῇ εἰς τὸ ἐμπόριον, ἐστάλησαν ἐκεῖθεν τηλεγραφήματα τῶν Ἄγγλων ἐμπόρων ἄνευ συγκατάθεσις. bbox=[592, 310, 860, 408]
paragraph: Ὁ κ. Κουτσόκος (πρὸς τὸν Καράπαυλον)—Κομμάτι κοντήτ, ἔ;... bbox=[20, 1019, 266, 1051]
news-item: —Ὁ Ὁδηγὸς τῆς Μοδίστας θὰ σᾶς μάθῃ νὰ ράψετε ἕνα φόρεμα μόνη σας χωρὶς μοδίστρα. bbox=[874, 391, 1142, 440]
news-item: Αὔριον τὴν 6 1/2 θὰ τελεσθῇ τὰ ἐγκαίνια τοῦ νέου καταστήματος τῆς ὑπὸ τὴν προστασίαν τῆς Α. Β. Υ. τοῦ Διαδόχου Ἑλληνικῆς παιδικῆς ἑταιρείας Ἀθηνῶν. bbox=[20, 1540, 266, 1623]
